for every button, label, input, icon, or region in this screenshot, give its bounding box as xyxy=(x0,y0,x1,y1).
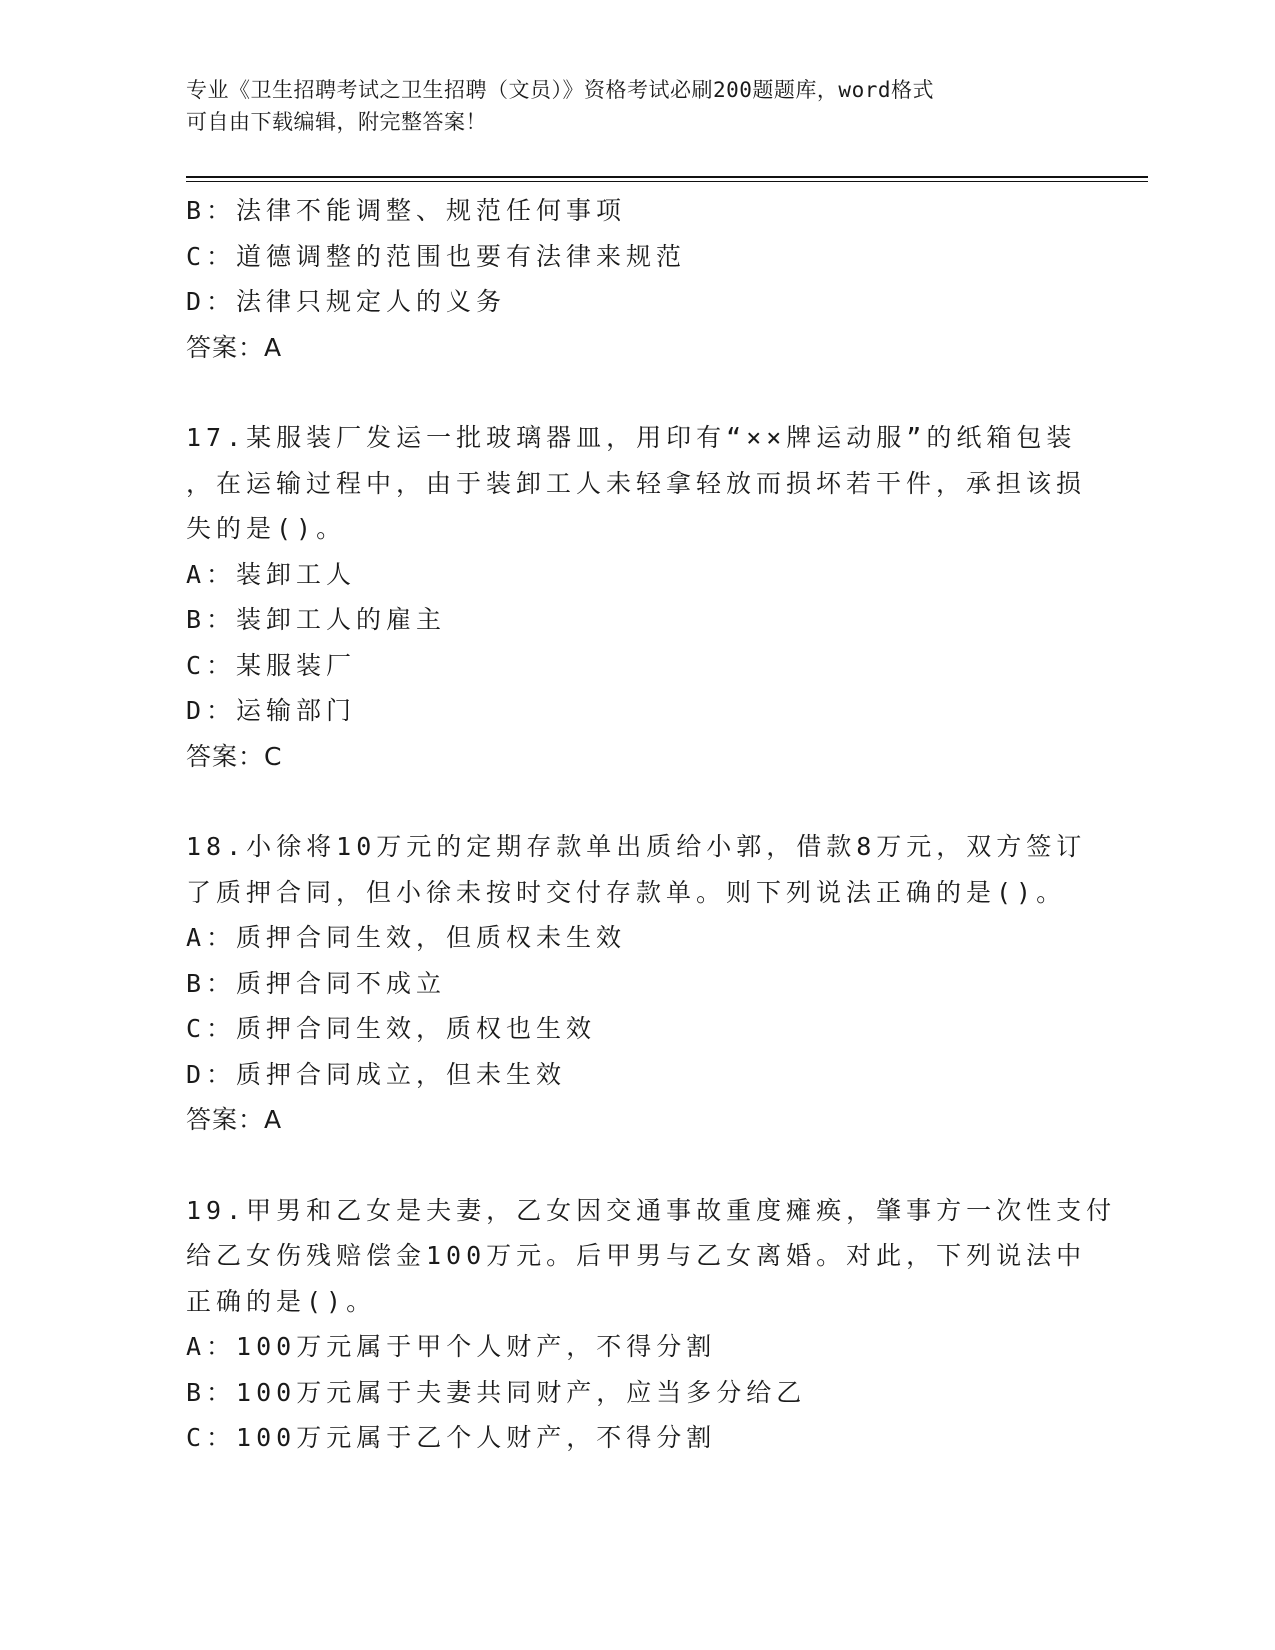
question-stem-line: 19.甲男和乙女是夫妻，乙女因交通事故重度瘫痪，肇事方一次性支付 xyxy=(186,1195,1117,1225)
option-a: A：100万元属于甲个人财产，不得分割 xyxy=(186,1332,717,1361)
option-d: D：法律只规定人的义务 xyxy=(186,287,507,316)
option-c: C：质押合同生效，质权也生效 xyxy=(186,1014,597,1043)
option-c: C：100万元属于乙个人财产，不得分割 xyxy=(186,1423,717,1452)
answer-line: 答案：A xyxy=(186,332,283,362)
question-stem-line: ，在运输过程中，由于装卸工人未轻拿轻放而损坏若干件，承担该损 xyxy=(186,468,1087,498)
option-d: D：质押合同成立，但未生效 xyxy=(186,1059,567,1089)
option-b: B：质押合同不成立 xyxy=(186,968,447,998)
option-d: D：运输部门 xyxy=(186,696,357,725)
option-b: B：装卸工人的雇主 xyxy=(186,605,447,634)
question-17 xyxy=(186,415,1086,779)
question-18 xyxy=(186,824,1086,1143)
question-stem-line: 失的是()。 xyxy=(186,514,347,543)
question-list xyxy=(186,188,1117,1461)
question-stem-line: 正确的是()。 xyxy=(186,1286,377,1316)
document-header xyxy=(186,74,1086,138)
question-16-tail xyxy=(186,188,1086,370)
question-stem-line: 17.某服装厂发运一批玻璃器皿，用印有“××牌运动服”的纸箱包装 xyxy=(186,423,1077,452)
answer-line: 答案：C xyxy=(186,741,283,771)
option-c: C：道德调整的范围也要有法律来规范 xyxy=(186,241,687,271)
question-stem-line: 18.小徐将10万元的定期存款单出质给小郭，借款8万元，双方签订 xyxy=(186,832,1087,861)
option-b: B：100万元属于夫妻共同财产，应当多分给乙 xyxy=(186,1377,807,1407)
option-c: C：某服装厂 xyxy=(186,650,357,680)
header-line-2: 可自由下载编辑，附完整答案！ xyxy=(186,110,487,134)
option-b: B：法律不能调整、规范任何事项 xyxy=(186,196,627,225)
question-stem-line: 给乙女伤残赔偿金100万元。后甲男与乙女离婚。对此，下列说法中 xyxy=(186,1241,1087,1270)
header-rule-thick xyxy=(186,176,1148,178)
header-line-1: 专业《卫生招聘考试之卫生招聘（文员）》资格考试必刷200题题库，word格式 xyxy=(186,78,934,102)
question-stem-line: 了质押合同，但小徐未按时交付存款单。则下列说法正确的是()。 xyxy=(186,877,1067,907)
header-rule-thin xyxy=(186,181,1148,182)
option-a: A：质押合同生效，但质权未生效 xyxy=(186,923,627,952)
answer-line: 答案：A xyxy=(186,1105,283,1134)
question-19 xyxy=(186,1188,1117,1461)
option-a: A：装卸工人 xyxy=(186,559,357,589)
